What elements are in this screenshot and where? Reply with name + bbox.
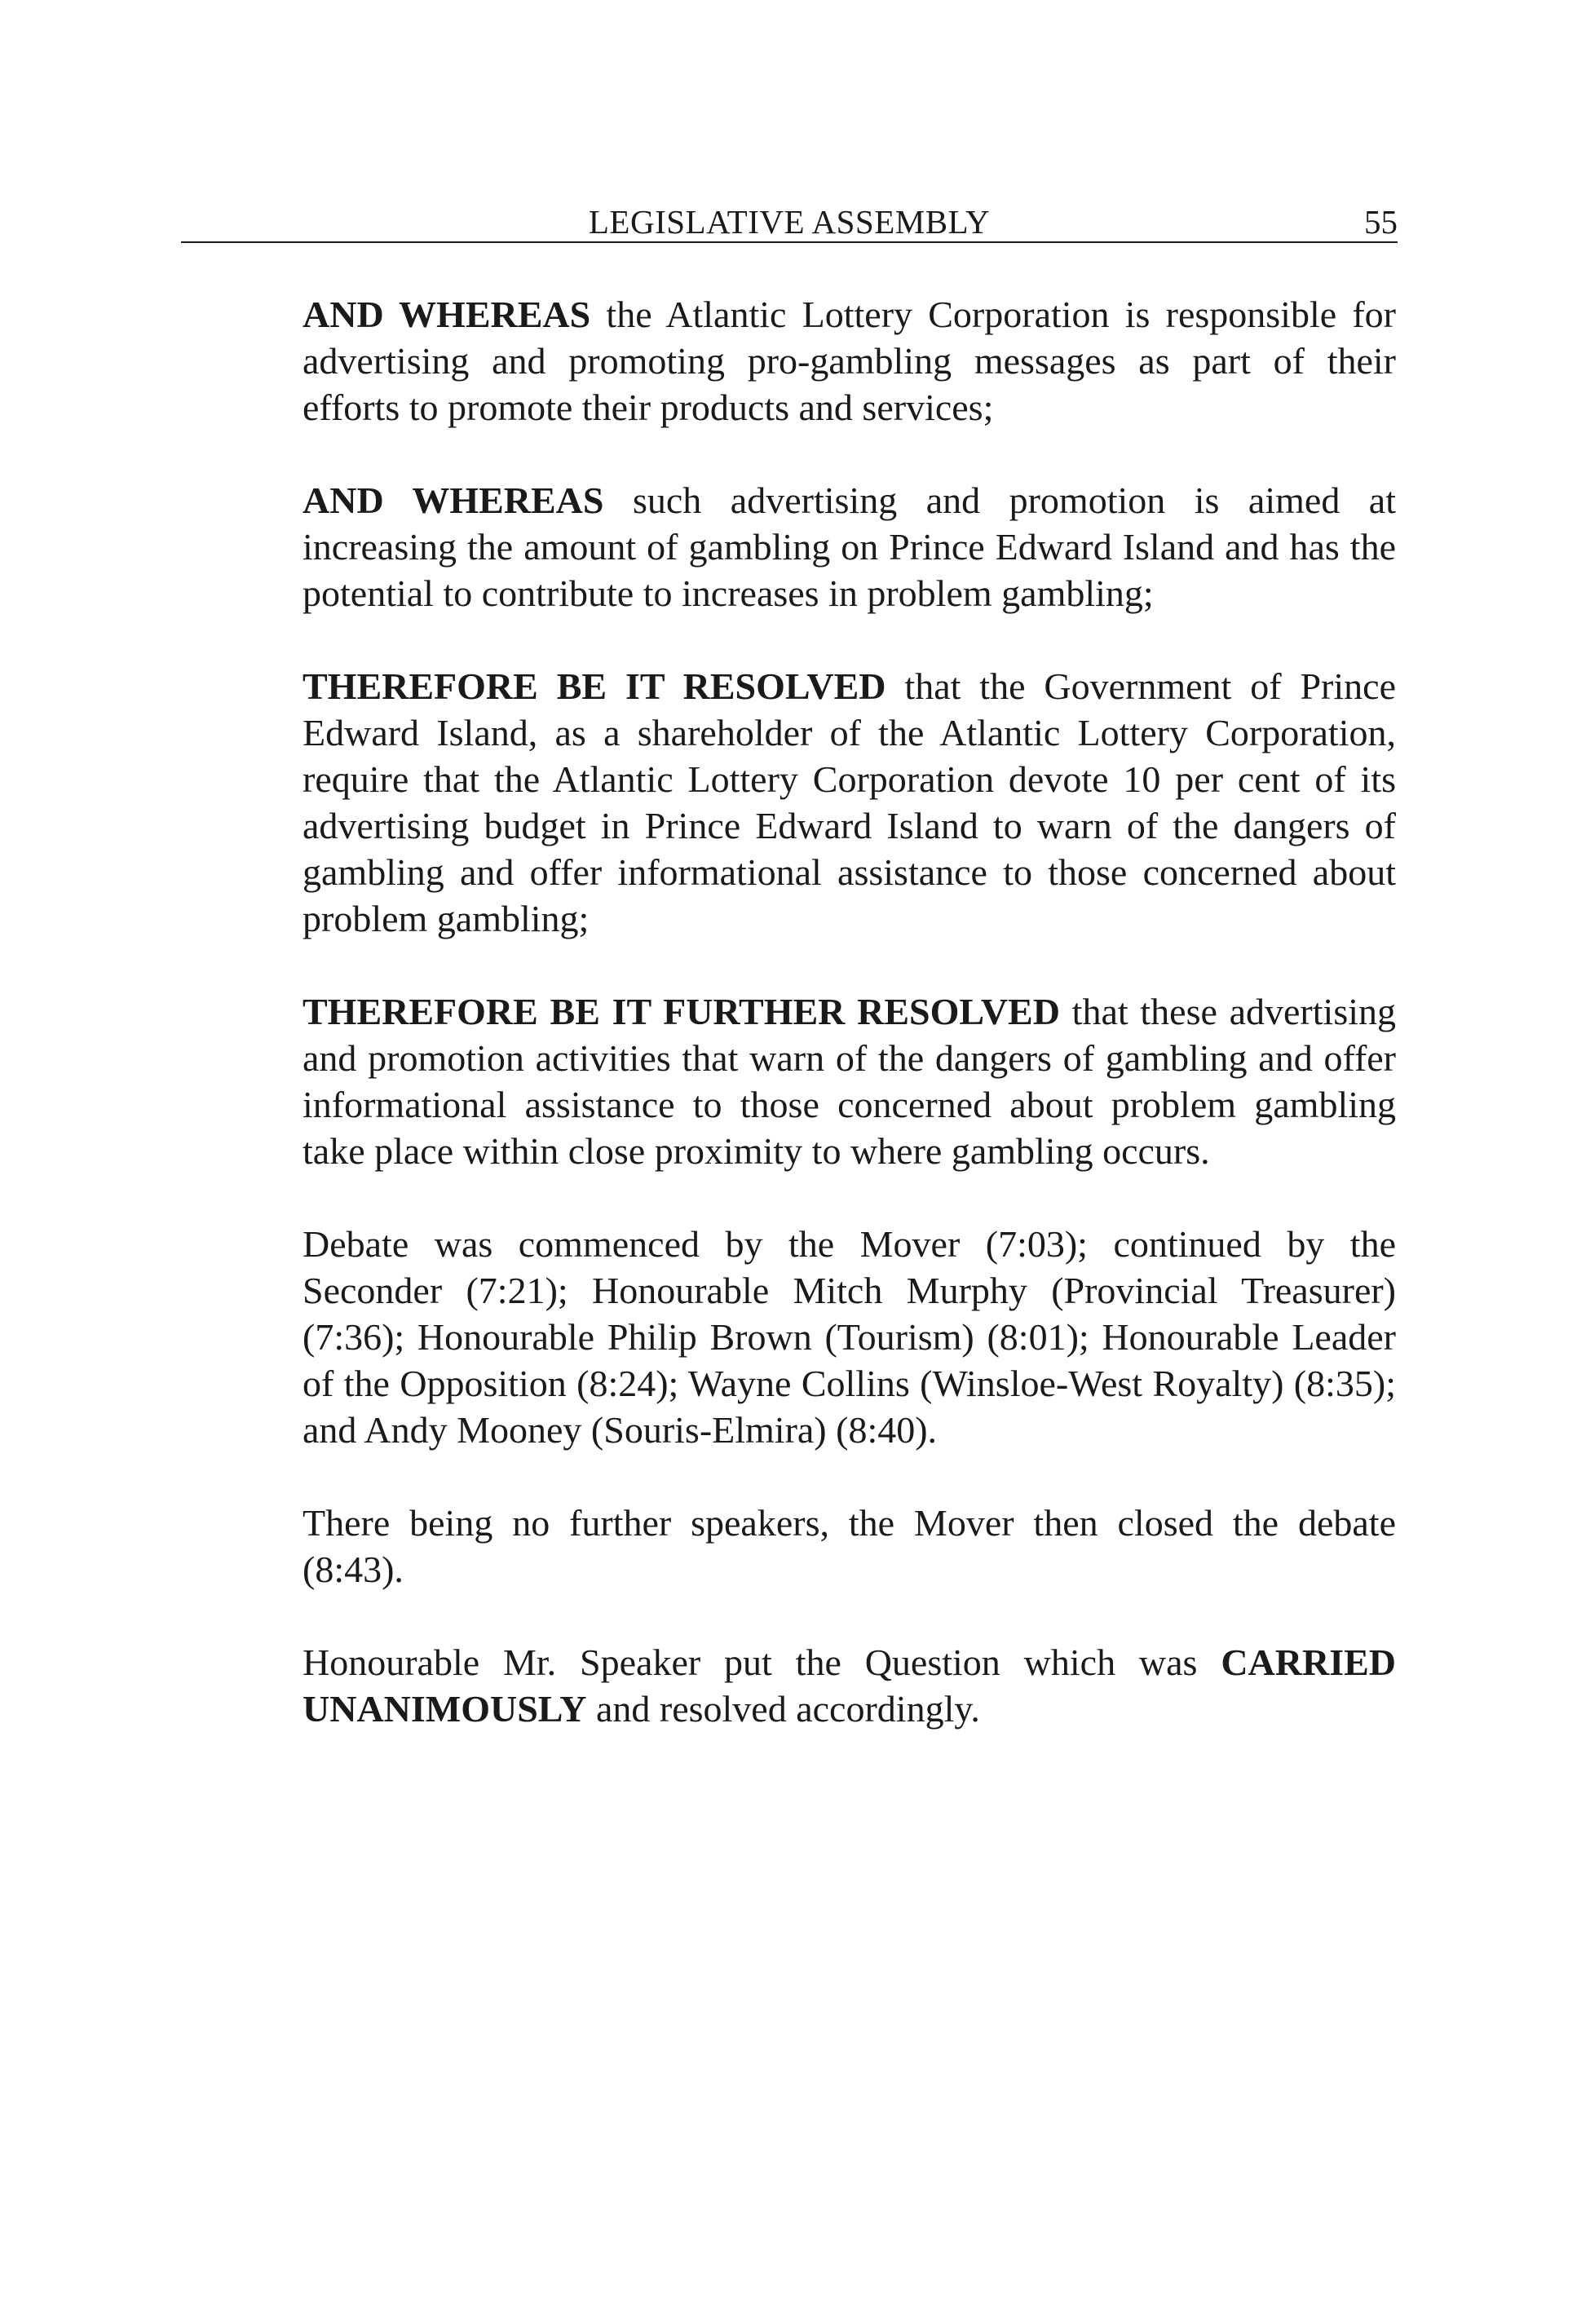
paragraph-lead: THEREFORE BE IT FURTHER RESOLVED [303, 991, 1060, 1032]
page-header [181, 196, 1398, 243]
paragraph-text: and resolved accordingly. [586, 1688, 980, 1730]
paragraph-lead: THEREFORE BE IT RESOLVED [303, 665, 886, 707]
paragraph-text: There being no further speakers, the Mover then closed the debate (8:43). [303, 1502, 1396, 1590]
paragraph-lead: AND WHEREAS [303, 479, 604, 521]
paragraph-text: Honourable Mr. Speaker put the Question which was [303, 1641, 1221, 1683]
paragraph-lead: AND WHEREAS [303, 294, 591, 335]
paragraph-text: such advertising and promotion is aimed at increasing the amount of gambling on Prince Edward Island and has the potential to contribute to increases in problem gambling; [303, 479, 1397, 614]
question-result-paragraph [303, 1639, 1396, 1732]
further-resolved-paragraph [303, 988, 1396, 1174]
paragraph-text: the Atlantic Lottery Corporation is responsible for advertising and promoting pro-gambling messages as part of their efforts to promote their products and services; [303, 294, 1396, 428]
paragraph-text: that the Government of Prince Edward Island, as a shareholder of the Atlantic Lottery Corporation, require that the Atlantic Lottery Corporation devote 10 per cent of its advertising budget in Prince Edward Island to warn of the dangers of gambling and offer informational assistance to those concerned about problem gambling; [303, 665, 1396, 939]
whereas-paragraph-2 [303, 477, 1396, 616]
header-title: LEGISLATIVE ASSEMBLY [588, 203, 991, 241]
paragraph-text: that these advertising and promotion activities that warn of the dangers of gambling and offer informational assistance to those concerned about problem gambling take place within close proximity to where gambling occurs. [303, 991, 1396, 1172]
page-number: 55 [1364, 203, 1398, 241]
whereas-paragraph-1 [303, 291, 1396, 431]
result-emphasis: CARRIED UNANIMOUSLY [303, 1641, 1396, 1730]
closing-debate-paragraph [303, 1500, 1396, 1593]
document-body [303, 291, 1396, 1778]
paragraph-text: Debate was commenced by the Mover (7:03); continued by the Seconder (7:21); Honourable Mitch Murphy (Provincial Treasurer) (7:36); Honourable Philip Brown (Tourism) (8:01); Honourable Leader of the Opposition (8:24); Wayne Collins (Winsloe-West Royalty) (8:35); and Andy Mooney (Souris-Elmira) (8:40). [303, 1223, 1396, 1451]
resolved-paragraph [303, 663, 1396, 942]
debate-paragraph [303, 1221, 1396, 1453]
